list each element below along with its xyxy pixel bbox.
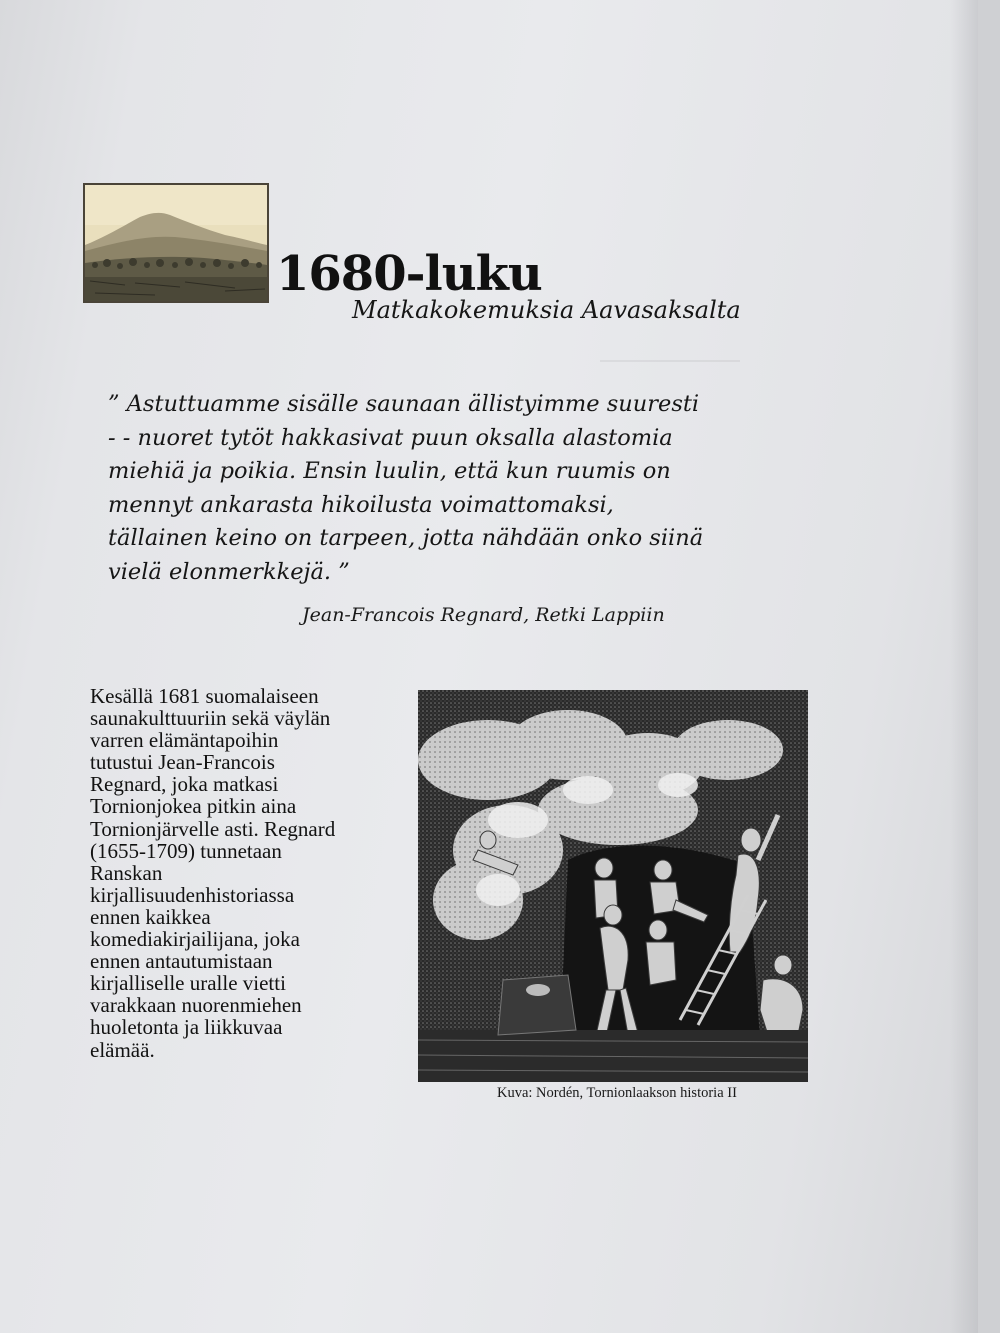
- quote-line: ” Astuttuamme sisälle saunaan ällistyimme suuresti: [108, 391, 700, 417]
- body-line: kirjalliselle uralle vietti: [90, 971, 286, 996]
- quote-block: [108, 388, 808, 590]
- body-line: ennen antautumistaan: [90, 949, 273, 974]
- page-title: 1680-luku: [276, 246, 542, 302]
- body-line: saunakulttuuriin sekä väylän: [90, 706, 331, 731]
- quote-line: mennyt ankarasta hikoilusta voimattomaksi,: [108, 491, 614, 518]
- body-line: Kesällä 1681 suomalaiseen: [90, 684, 319, 708]
- body-line: (1655-1709) tunnetaan: [90, 838, 282, 863]
- body-paragraph: [90, 685, 420, 1061]
- figure-caption: Kuva: Nordén, Tornionlaakson historia II: [497, 1085, 737, 1101]
- quote-attribution: Jean-Francois Regnard, Retki Lappiin: [302, 604, 665, 626]
- body-line: Tornionjokea pitkin aina: [90, 794, 297, 819]
- body-line: Regnard, joka matkasi: [90, 772, 279, 797]
- show-through-mark: [600, 360, 740, 362]
- body-line: Tornionjärvelle asti. Regnard: [90, 816, 336, 841]
- body-line: ennen kaikkea: [90, 904, 211, 929]
- body-line: Ranskan: [90, 860, 163, 885]
- quote-line: - - nuoret tytöt hakkasivat puun oksalla alastomia: [108, 424, 673, 451]
- quote-line: tällainen keino on tarpeen, jotta nähdään onko siinä: [108, 525, 704, 552]
- body-line: varakkaan nuorenmiehen: [90, 993, 302, 1018]
- body-line: huoletonta ja liikkuvaa: [90, 1015, 283, 1040]
- sauna-engraving-image: [418, 690, 808, 1082]
- landscape-thumbnail: [83, 183, 269, 303]
- body-line: elämää.: [90, 1037, 155, 1062]
- body-line: varren elämäntapoihin: [90, 728, 279, 753]
- quote-line: miehiä ja poikia. Ensin luulin, että kun ruumis on: [108, 458, 671, 485]
- body-line: komediakirjailijana, joka: [90, 927, 300, 952]
- page-subtitle: Matkakokemuksia Aavasaksalta: [352, 296, 741, 324]
- quote-line: vielä elonmerkkejä. ”: [108, 558, 350, 585]
- background-wall: [978, 0, 1000, 1333]
- body-line: tutustui Jean-Francois: [90, 750, 275, 775]
- body-line: kirjallisuudenhistoriassa: [90, 882, 295, 907]
